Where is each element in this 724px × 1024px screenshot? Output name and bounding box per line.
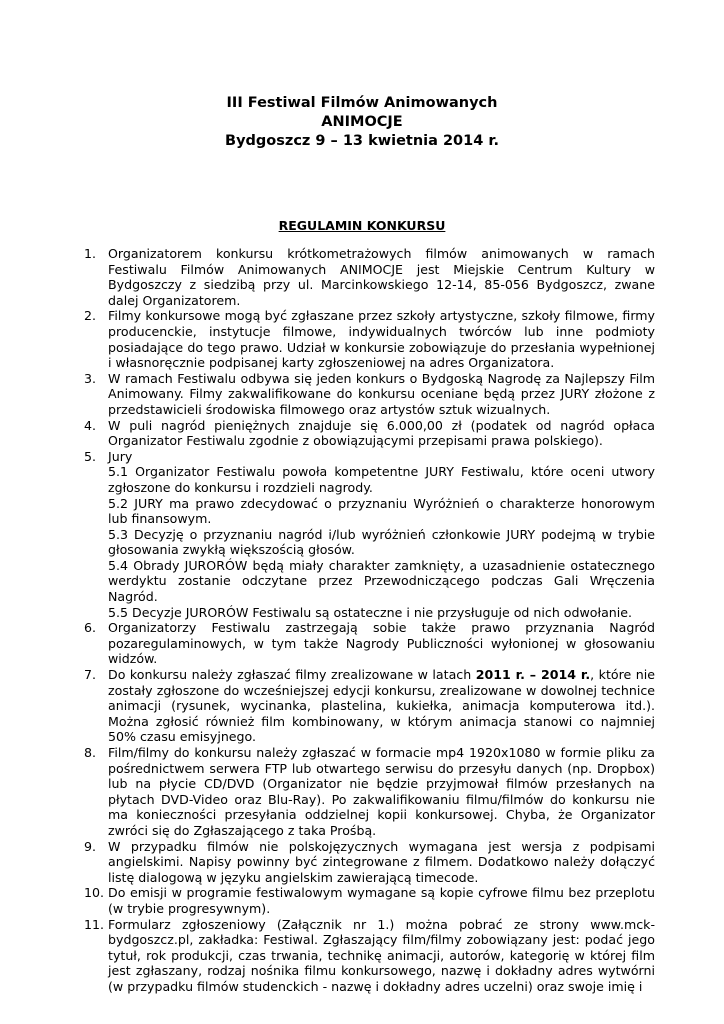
item-number: 3. <box>84 370 97 386</box>
item-text-part: , które nie zostały zgłoszone do wcześniejszej edycji konkursu, zrealizowane w dowolnej technice animacji (rysunek, wycinanka, plastelina, kukiełka, animacja komputerowa itd.). Można zgłosić również film kombinowany, w którym animacja stanowi co najmniej 50% czasu emisyjnego. <box>108 667 656 745</box>
item-text-part: Do konkursu należy zgłaszać filmy zrealizowane w latach <box>108 667 476 683</box>
item-number: 11. <box>84 916 105 932</box>
list-item <box>84 839 655 886</box>
item-number: 8. <box>84 745 97 760</box>
jury-heading: Jury <box>108 448 133 464</box>
festival-dates: Bydgoszcz 9 – 13 kwietnia 2014 r. <box>225 133 499 149</box>
jury-clause: 5.5 Decyzje JURORÓW Festiwalu są ostateczne i nie przysługuje od nich odwołanie. <box>108 604 633 620</box>
item-text <box>108 449 655 621</box>
item-number: 6. <box>84 620 97 636</box>
item-number: 2. <box>84 308 97 324</box>
item-text: W przypadku filmów nie polskojęzycznych wymagana jest wersja z podpisami angielskimi. Napisy powinny być zintegrowane z filmem. Dodatkowo należy dołączyć listę dialogową w języku angielskim zawierającą timecode. <box>108 838 655 885</box>
item-text: Do emisji w programie festiwalowym wymagane są kopie cyfrowe filmu bez przeplotu (w trybie progresywnym). <box>108 885 655 916</box>
document-header <box>0 94 724 151</box>
item-number: 1. <box>84 246 97 261</box>
regulations-title: REGULAMIN KONKURSU <box>278 218 446 233</box>
item-number: 9. <box>84 838 97 854</box>
festival-name: ANIMOCJE <box>321 114 403 130</box>
item-text: W puli nagród pieniężnych znajduje się 6.000,00 zł (podatek od nagród opłaca Organizator Festiwalu zgodnie z obowiązującymi przepisami prawa polskiego). <box>108 417 655 449</box>
item-text: Filmy konkursowe mogą być zgłaszane przez szkoły artystyczne, szkoły filmowe, firmy producenckie, instytucje filmowe, indywidualnych twórców lub inne podmioty posiadające do tego prawo. Udział w konkursie zobowiązuje do przesłania wypełnionej i własnoręcznie podpisanej karty zgłoszeniowej na adres Organizatora. <box>108 308 655 371</box>
item-number: 7. <box>84 667 97 683</box>
list-item <box>84 667 655 745</box>
list-item <box>84 246 655 308</box>
item-text: Organizatorzy Festiwalu zastrzegają sobie także prawo przyznania Nagród pozaregulaminowych, w tym także Nagrody Publiczności wyłonionej w głosowaniu widzów. <box>108 620 655 667</box>
jury-clause: 5.3 Decyzję o przyznaniu nagród i/lub wyróżnień członkowie JURY podejmą w trybie głosowania zwykłą większością głosów. <box>108 526 655 558</box>
list-item <box>84 371 655 418</box>
list-item <box>84 885 655 916</box>
item-number: 5. <box>84 448 97 464</box>
year-range: 2011 r. – 2014 r. <box>475 667 591 683</box>
regulations-list <box>84 246 655 995</box>
item-number: 4. <box>84 417 97 433</box>
jury-clause: 5.4 Obrady JURORÓW będą miały charakter zamknięty, a uzasadnienie ostatecznego werdyktu zostanie odczytane przez Przewodniczącego podczas Gali Wręczenia Nagród. <box>108 557 655 605</box>
list-item <box>84 745 655 839</box>
item-text <box>108 667 655 745</box>
jury-clause: 5.1 Organizator Festiwalu powoła kompetentne JURY Festiwalu, które oceni utwory zgłoszone do konkursu i rozdzieli nagrody. <box>108 464 655 495</box>
list-item-jury <box>84 449 655 621</box>
list-item <box>84 620 655 667</box>
item-number: 10. <box>84 885 105 901</box>
list-item <box>84 308 655 370</box>
item-text: Formularz zgłoszeniowy (Załącznik nr 1.) można pobrać ze strony www.mck-bydgoszcz.pl, zakładka: Festiwal. Zgłaszający film/filmy zobowiązany jest: podać jego tytuł, rok produkcji, czas trwania, technikę animacji, autorów, kategorię w której film jest zgłaszany, rodzaj nośnika filmu konkursowego, nazwę i dokładny adres wytwórni (w przypadku filmów studenckich - nazwę i dokładny adres uczelni) oraz swoje imię i <box>108 916 655 994</box>
festival-title: III Festiwal Filmów Animowanych <box>226 95 498 111</box>
item-text: Organizatorem konkursu krótkometrażowych filmów animowanych w ramach Festiwalu Filmów Animowanych ANIMOCJE jest Miejskie Centrum Kultury w Bydgoszczy z siedzibą przy ul. Marcinkowskiego 12-14, 85-056 Bydgoszcz, zwane dalej Organizatorem. <box>108 246 655 308</box>
jury-clause: 5.2 JURY ma prawo zdecydować o przyznaniu Wyróżnień o charakterze honorowym lub finansowym. <box>108 495 655 527</box>
item-text: Film/filmy do konkursu należy zgłaszać w formacie mp4 1920x1080 w formie pliku za pośrednictwem serwera FTP lub otwartego serwisu do przesyłu danych (np. Dropbox) lub na płycie CD/DVD (Organizator nie będzie przyjmował filmów przesłanych na płytach DVD-Video oraz Blu-Ray). Po zakwalifikowaniu filmu/filmów do konkursu nie ma konieczności przesyłania oddzielnej kopii konkursowej. Chyba, że Organizator zwróci się do Zgłaszającego z taka Prośbą. <box>108 745 655 838</box>
list-item <box>84 917 655 995</box>
item-text: W ramach Festiwalu odbywa się jeden konkurs o Bydgoską Nagrodę za Najlepszy Film Animowany. Filmy zakwalifikowane do konkursu oceniane będą przez JURY złożone z przedstawicieli środowiska filmowego oraz artystów sztuk wizualnych. <box>108 370 655 417</box>
list-item <box>84 418 655 449</box>
